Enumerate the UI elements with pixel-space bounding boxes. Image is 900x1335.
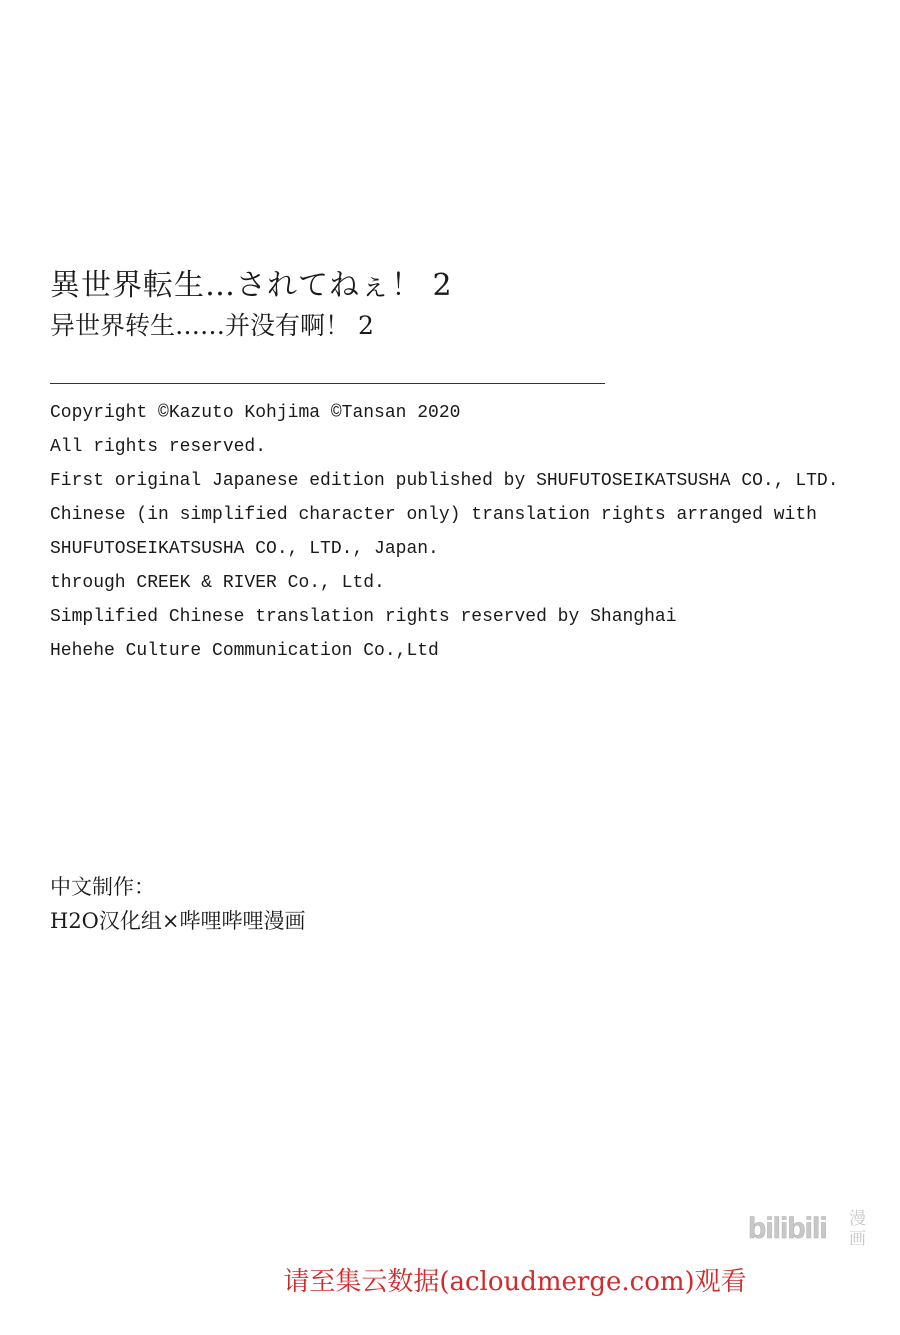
manga-logo-text-1: 漫 (849, 1209, 866, 1229)
credits-heading: 中文制作： (50, 875, 155, 899)
watermark-text: 请至集云数据(acloudmerge.com)观看 (283, 1267, 747, 1297)
translation-rights-line: Chinese (in simplified character only) translation rights arranged with (50, 505, 817, 525)
chinese-title: 异世界转生……并没有啊！ 2 (50, 311, 374, 340)
copyright-line: Copyright ©Kazuto Kohjima ©Tansan 2020 (50, 403, 461, 423)
japanese-title: 異世界転生…されてねぇ！ 2 (50, 268, 453, 303)
publisher-country-line: SHUFUTOSEIKATSUSHA CO., LTD., Japan. (50, 539, 439, 559)
manga-logo-text-2: 画 (849, 1229, 866, 1249)
bilibili-logo-text: bilibili (748, 1212, 827, 1245)
credits-group: H2O汉化组×哔哩哔哩漫画 (50, 909, 306, 933)
rights-line: All rights reserved. (50, 437, 267, 457)
divider-line (50, 383, 605, 384)
cn-company-line: Hehehe Culture Communication Co.,Ltd (50, 641, 439, 661)
copyright-block (50, 396, 839, 668)
agent-line: through CREEK & RIVER Co., Ltd. (50, 573, 385, 593)
credits-block (50, 870, 306, 938)
cn-rights-line: Simplified Chinese translation rights reserved by Shanghai (50, 607, 677, 627)
publisher-line: First original Japanese edition published by SHUFUTOSEIKATSUSHA CO., LTD. (50, 471, 839, 491)
bilibili-manga-logo (748, 1204, 868, 1250)
